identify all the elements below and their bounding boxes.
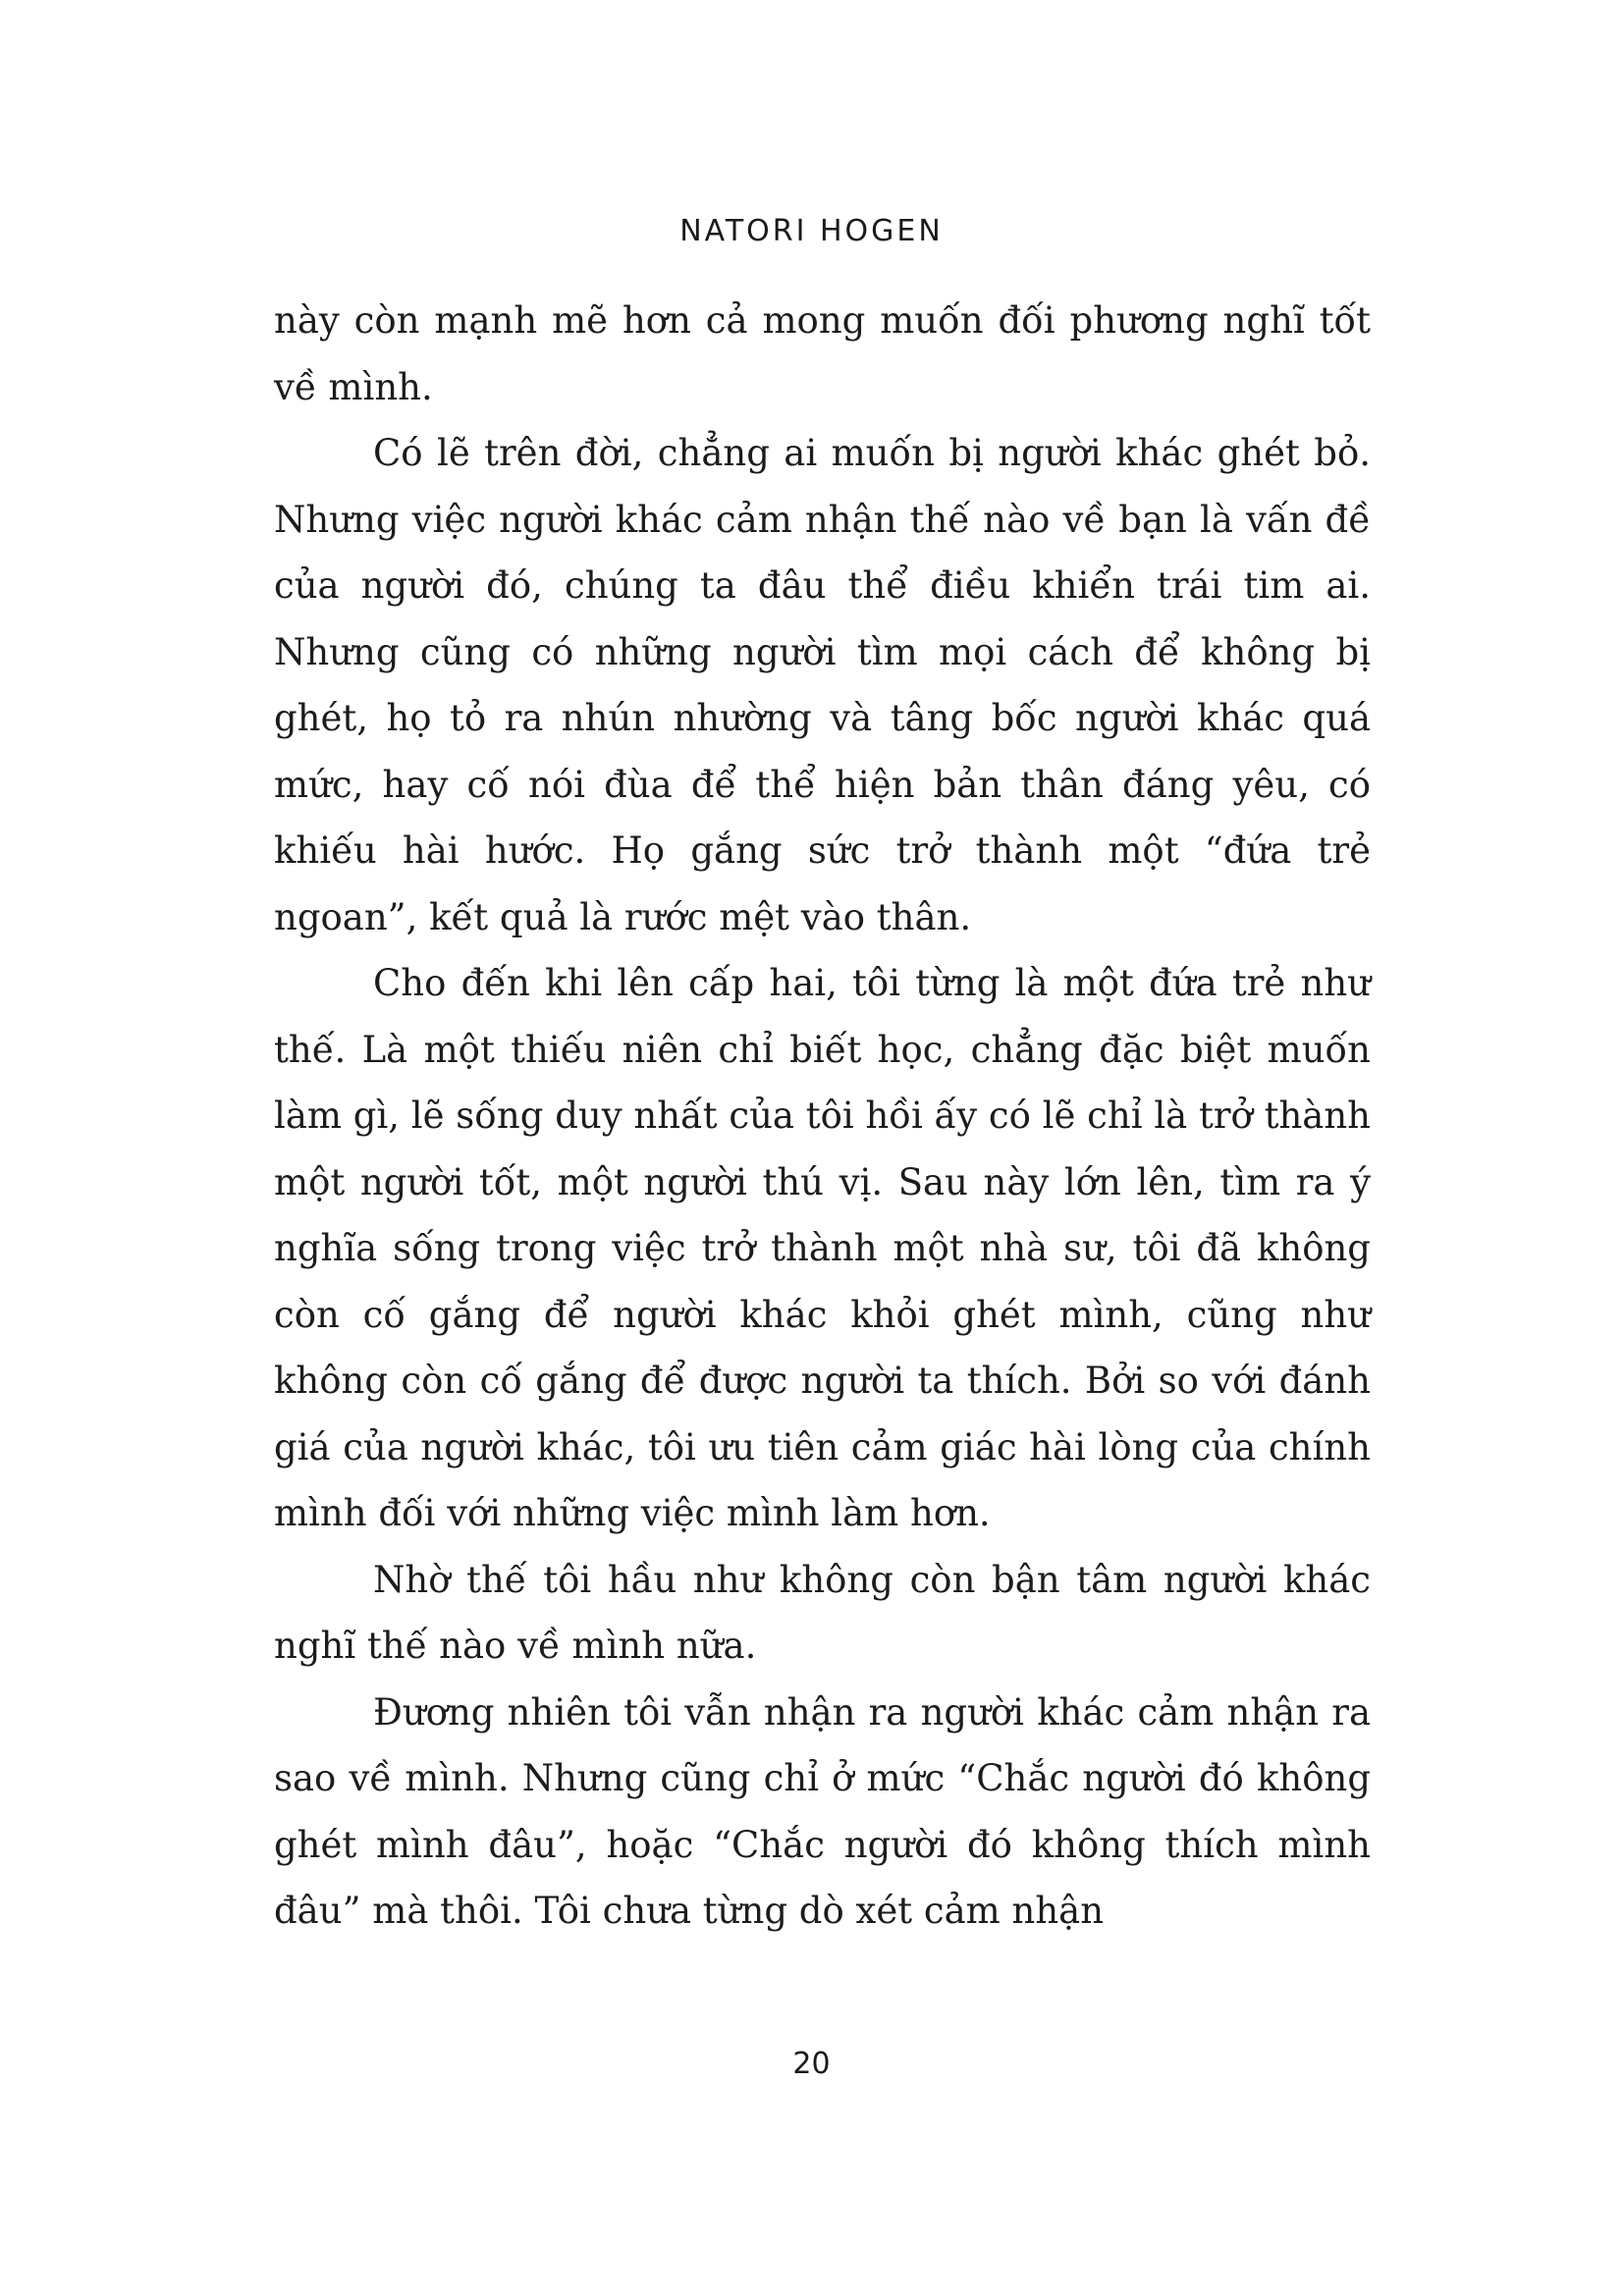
paragraph: Cho đến khi lên cấp hai, tôi từng là một đứa trẻ như thế. Là một thiếu niên chỉ biết học, chẳng đặc biệt muốn làm gì, lẽ sống duy nhất của tôi hồi ấy có lẽ chỉ là trở thành một người tốt, một người thú vị. Sau này lớn lên, tìm ra ý nghĩa sống trong việc trở thành một nhà sư, tôi đã không còn cố gắng để người khác khỏi ghét mình, cũng như không còn cố gắng để được người ta thích. Bởi so với đánh giá của người khác, tôi ưu tiên cảm giác hài lòng của chính mình đối với những việc mình làm hơn. (274, 962, 1371, 1534)
body-text (274, 288, 1371, 1945)
paragraph: Đương nhiên tôi vẫn nhận ra người khác cảm nhận ra sao về mình. Nhưng cũng chỉ ở mức “Chắc người đó không ghét mình đâu”, hoặc “Chắc người đó không thích mình đâu” mà thôi. Tôi chưa từng dò xét cảm nhận (274, 1690, 1371, 1932)
paragraph: Nhờ thế tôi hầu như không còn bận tâm người khác nghĩ thế nào về mình nữa. (274, 1558, 1371, 1667)
paragraph-continued: này còn mạnh mẽ hơn cả mong muốn đối phương nghĩ tốt về mình. (274, 299, 1371, 408)
running-head-author: NATORI HOGEN (679, 214, 944, 248)
page-number: 20 (792, 2047, 831, 2081)
paragraph: Có lẽ trên đời, chẳng ai muốn bị người khác ghét bỏ. Nhưng việc người khác cảm nhận thế nào về bạn là vấn đề của người đó, chúng ta đâu thể điều khiển trái tim ai. Nhưng cũng có những người tìm mọi cách để không bị ghét, họ tỏ ra nhún nhường và tâng bốc người khác quá mức, hay cố nói đùa để thể hiện bản thân đáng yêu, có khiếu hài hước. Họ gắng sức trở thành một “đứa trẻ ngoan”, kết quả là rước mệt vào thân. (274, 432, 1371, 938)
